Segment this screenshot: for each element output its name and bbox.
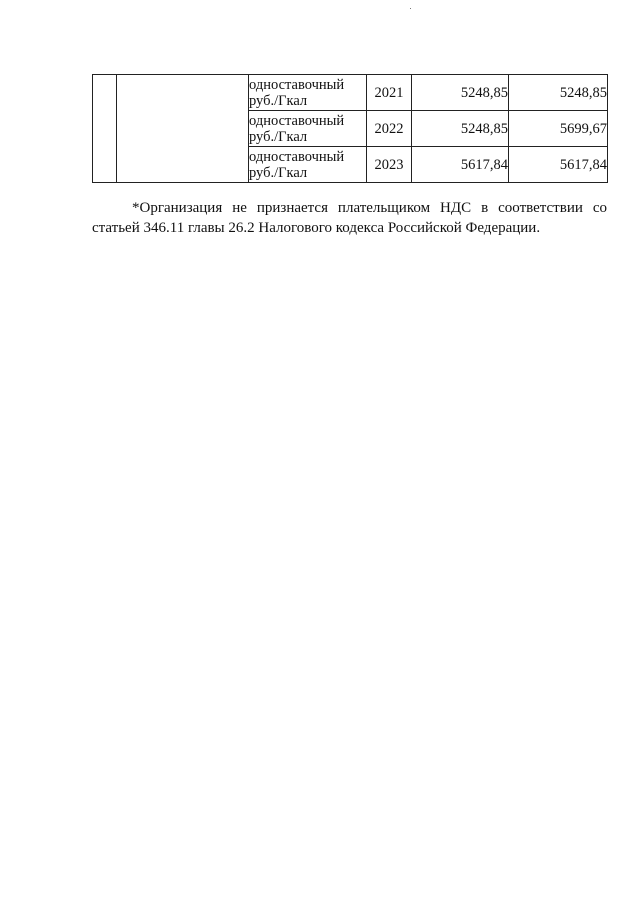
tariff-type-cell [249,147,367,183]
tariff-type-cell [249,75,367,111]
organization-cell [117,75,249,183]
tariff-type-label: одноставочный [249,148,345,165]
table-row [93,75,608,111]
value-cell-2: 5617,84 [509,147,608,183]
tariff-type-label: одноставочный [249,112,345,129]
year-cell: 2023 [367,147,412,183]
value-cell-1: 5248,85 [412,75,509,111]
index-cell [93,75,117,183]
tariff-unit-label: руб./Гкал [249,164,308,181]
tariff-unit-label: руб./Гкал [249,92,308,109]
value-cell-2: 5248,85 [509,75,608,111]
value-cell-1: 5617,84 [412,147,509,183]
value-cell-1: 5248,85 [412,111,509,147]
vat-footnote: *Организация не признается плательщиком НДС в соответствии со статьей 346.11 главы 26.2 Налогового кодекса Российской Федерации. [92,200,607,236]
tariff-table [92,74,608,183]
tariff-unit-label: руб./Гкал [249,128,308,145]
value-cell-2: 5699,67 [509,111,608,147]
year-cell: 2021 [367,75,412,111]
tariff-type-label: одноставочный [249,76,345,93]
tariff-type-cell [249,111,367,147]
year-cell: 2022 [367,111,412,147]
scan-speck [410,8,411,9]
